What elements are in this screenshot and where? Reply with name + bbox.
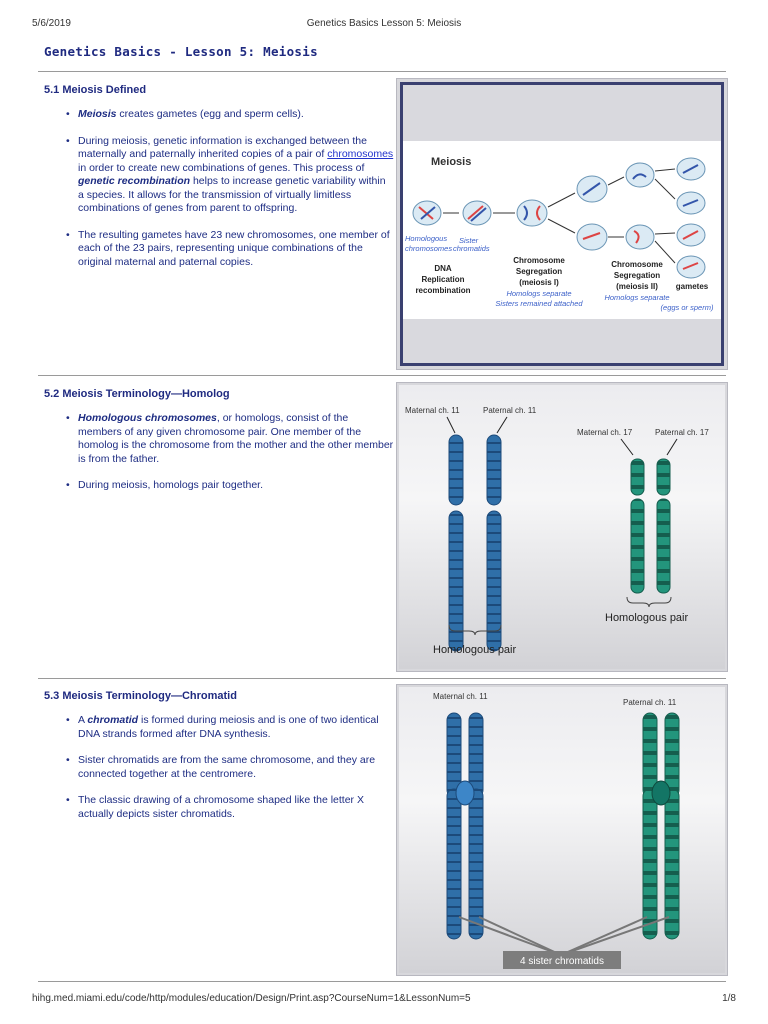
label-homologous-pair-11: Homologous pair [433,644,517,656]
print-date: 5/6/2019 [32,18,71,29]
section-bullets [44,412,394,506]
term-chromatid: chromatid [87,714,139,726]
label-chromosomes: chromosomes [405,244,453,253]
label-homologous-pair-17: Homologous pair [605,612,689,624]
label-paternal-11: Paternal ch. 11 [623,698,677,707]
label-maternal-11: Maternal ch. 11 [405,406,460,415]
label-gametes: gametes [675,282,709,291]
term-homologous-chromosomes: Homologous chromosomes [78,412,217,424]
bullet-item: • Meiosis creates gametes (egg and sperm cells). [44,108,394,122]
label-seg2: Chromosome [611,260,663,269]
homolog-figure [396,382,728,672]
term-genetic-recombination: genetic recombination [78,175,191,187]
bullet-item: • The classic drawing of a chromosome shaped like the letter X actually depicts sister chromatids. [44,794,394,821]
label-eggs-or-sperm: (eggs or sperm) [660,303,714,312]
label-replication: Replication [421,275,465,284]
bullet-item: • During meiosis, homologs pair together. [44,479,394,493]
label-maternal-17: Maternal ch. 17 [577,428,633,437]
label-seg1: Chromosome [513,256,565,265]
bullet-item: • Sister chromatids are from the same chromosome, and they are connected together at the centromere. [44,754,394,781]
label-meiosis-2: (meiosis II) [616,282,658,291]
print-page-title: Genetics Basics Lesson 5: Meiosis [306,18,462,29]
label-paternal-11: Paternal ch. 11 [483,406,537,415]
term-meiosis: Meiosis [78,108,117,120]
label-sister: Sister [459,236,479,245]
divider [38,981,726,982]
label-4-sister-chromatids: 4 sister chromatids [520,956,604,967]
meiosis-figure [396,78,728,370]
bullet-item: • Homologous chromosomes, or homologs, consist of the members of any given chromosome pair. One member of the homolog is the chromosome from the mother and the other member is from the father. [44,412,394,466]
divider [38,71,726,72]
bullet-item: • During meiosis, genetic information is exchanged between the maternally and paternally inherited copies of a pair of chromosomes in order to create new combinations of genes. This process of genetic recombination helps to increase genetic variability within a species. It allows for the transmission of virtually limitless combinations of genes from parent to offspring. [44,135,394,216]
meiosis-figure-title: Meiosis [431,156,472,168]
section-title-meiosis-defined: 5.1 Meiosis Defined [44,84,147,96]
divider [38,375,726,376]
label-recombination: recombination [415,286,471,295]
chromatid-figure [396,684,728,976]
label-seg2-line2: Segregation [613,271,661,280]
print-url: hihg.med.miami.edu/code/http/modules/education/Design/Print.asp?CourseNum=1&LessonNum=5 [32,993,471,1004]
label-dna: DNA [434,264,452,273]
label-maternal-11: Maternal ch. 11 [433,692,488,701]
label-homologs-separate-2: Homologs separate [604,293,670,302]
label-chromatids: chromatids [453,244,490,253]
page-number: 1/8 [722,993,736,1004]
lesson-title: Genetics Basics - Lesson 5: Meiosis [44,44,318,59]
section-title-homolog: 5.2 Meiosis Terminology—Homolog [44,388,230,400]
section-bullets [44,108,394,282]
section-bullets [44,714,394,834]
label-meiosis-1: (meiosis I) [519,278,559,287]
label-homologous: Homologous [405,234,448,243]
bullet-item: • The resulting gametes have 23 new chromosomes, one member of each of the 23 pairs, representing unique combinations of the original maternal and paternal copies. [44,229,394,270]
section-title-chromatid: 5.3 Meiosis Terminology—Chromatid [44,690,237,702]
label-homologs-separate: Homologs separate [506,289,572,298]
chromosomes-link[interactable]: chromosomes [327,148,394,160]
label-paternal-17: Paternal ch. 17 [655,428,709,437]
label-seg1-line2: Segregation [515,267,563,276]
label-sisters-attached: Sisters remained attached [495,299,583,308]
divider [38,678,726,679]
bullet-item: • A chromatid is formed during meiosis and is one of two identical DNA strands formed after DNA synthesis. [44,714,394,741]
